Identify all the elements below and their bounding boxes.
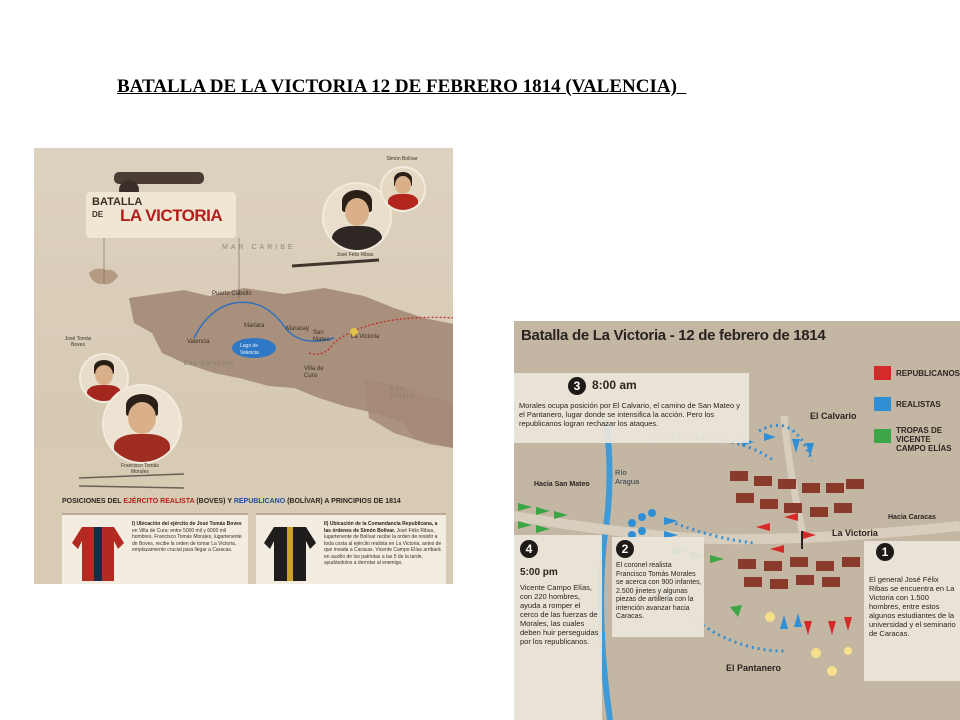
legend-republicano: REPUBLICANO (233, 498, 286, 505)
poster-left-title-banner (86, 192, 236, 238)
legend-mid: (BOVES) Y (194, 498, 234, 505)
label-hacia-caracas: Hacia Caracas (888, 514, 936, 521)
legend-tropas-swatch (874, 429, 891, 443)
legend-tropas-label: TROPAS DE VICENTE CAMPO ELÍAS (896, 426, 952, 453)
label-el-pantanero: El Pantanero (726, 663, 782, 673)
positions-legend (62, 498, 452, 510)
caption-ribas: José Félix Ribas (336, 252, 374, 258)
label-el-calvario: El Calvario (810, 411, 857, 421)
label-villa-de-cura: Villa de Cura (304, 366, 324, 379)
step3-text: Morales ocupa posición por El Calvario, el camino de San Mateo y el Pantanero, lugar donde se intensifica la acción. Pero los republicanos logran rechazar los ataques. (519, 401, 740, 428)
step4-number: 4 (520, 540, 538, 558)
portrait-morales (102, 384, 182, 464)
info-box-republicano (256, 513, 446, 584)
label-valencia: Valencia (187, 339, 210, 345)
label-la-victoria-map: La Victoria (832, 528, 878, 538)
title-de: DE (92, 210, 104, 219)
step3-number: 3 (568, 377, 586, 395)
legend-realistas-label: REALISTAS (896, 400, 941, 409)
realista-uniform-icon (68, 519, 128, 584)
label-rio-aragua: Río Aragua (615, 468, 640, 486)
label-puerto-cabello: Puerto Cabello (212, 291, 252, 297)
legend-realistas-swatch (874, 397, 891, 411)
step2-text: El coronel realista Francisco Tomás Morales se acerca con 900 infantes, 2.500 jinetes y algunas piezas de artillería con la intención avanzar hacia Caracas. (616, 562, 702, 620)
step2-number: 2 (616, 540, 634, 558)
box1-text: en Villa de Cura: entre 5000 mil y 6000 mil hombres. Francisco Tomás Morales, lugartenente de Boves, recibe la orden de tomar La Victoria, emplazamiento crucial para llegar a Caracas. (132, 527, 242, 553)
legend-prefix: POSICIONES DEL (62, 498, 124, 505)
box2-text: José Félix Ribas, lugartenente de Bolívar recibe la orden de resistir a toda costa al ejército realista en La Victoria, antes de que invada a Caracas. Vicente Campo Elías arribará en auxilio de los patriotas a las 5 de la tarde, ayudándolos a derrotar al enemigo. (324, 527, 442, 566)
slide-title: BATALLA DE LA VICTORIA 12 DE FEBRERO 1814 (VALENCIA) (117, 76, 687, 97)
legend-realista: EJÉRCITO REALISTA (123, 498, 195, 505)
step3-time: 8:00 am (592, 378, 637, 392)
label-edo-aragua: Edo Aragua (390, 386, 416, 399)
battle-map-title: Batalla de La Victoria - 12 de febrero de 1814 (521, 327, 826, 344)
label-mariara: Mariara (244, 323, 265, 329)
box2-heading: II) Ubicación de la Comandancia Republicana, a las órdenes de Simón Bolívar. (324, 521, 438, 534)
step1-text: El general José Félix Ribas se encuentra en La Victoria con 1.500 hombres, entre estos algunos estudiantes de la universidad y el seminario de Caracas. (869, 575, 956, 638)
step4-text: Vicente Campo Elías, con 220 hombres, ayuda a romper el cerco de las fuerzas de Morales, las cuales deben huir perseguidas por los republicanos. (520, 583, 599, 646)
poster-battle-overview (34, 148, 453, 584)
legend-republicanos-label: REPUBLICANOS (896, 369, 960, 378)
label-maracay: Maracay (286, 326, 310, 332)
title-batalla: BATALLA (92, 196, 143, 208)
legend-republicanos-swatch (874, 366, 891, 380)
label-lago-valencia: Lago de Valencia (240, 343, 259, 356)
step4-time: 5:00 pm (520, 567, 558, 578)
label-mar-caribe: MAR CARIBE (222, 244, 296, 251)
portrait-bolivar (380, 166, 426, 212)
republicano-uniform-icon (260, 519, 320, 584)
label-edo-carabobo: Edo Carabobo (184, 361, 235, 367)
label-hacia-san-mateo: Hacia San Mateo (534, 481, 590, 488)
step1-number: 1 (876, 543, 894, 561)
info-box-realista (62, 513, 248, 584)
caption-morales: Francisco Tomás Morales (121, 463, 159, 475)
legend-suffix: (BOLÍVAR) A PRINCIPIOS DE 1814 (285, 498, 401, 505)
title-la-victoria: LA VICTORIA (120, 206, 223, 225)
label-la-victoria: La Victoria (351, 334, 380, 340)
caption-boves: José Tomás Boves (64, 336, 92, 348)
poster-battle-map (514, 321, 960, 720)
caption-bolivar: Simón Bolívar (386, 156, 418, 162)
label-san-mateo: San Mateo (313, 330, 330, 343)
box1-heading: I) Ubicación del ejército de José Tomás Boves (132, 521, 242, 527)
